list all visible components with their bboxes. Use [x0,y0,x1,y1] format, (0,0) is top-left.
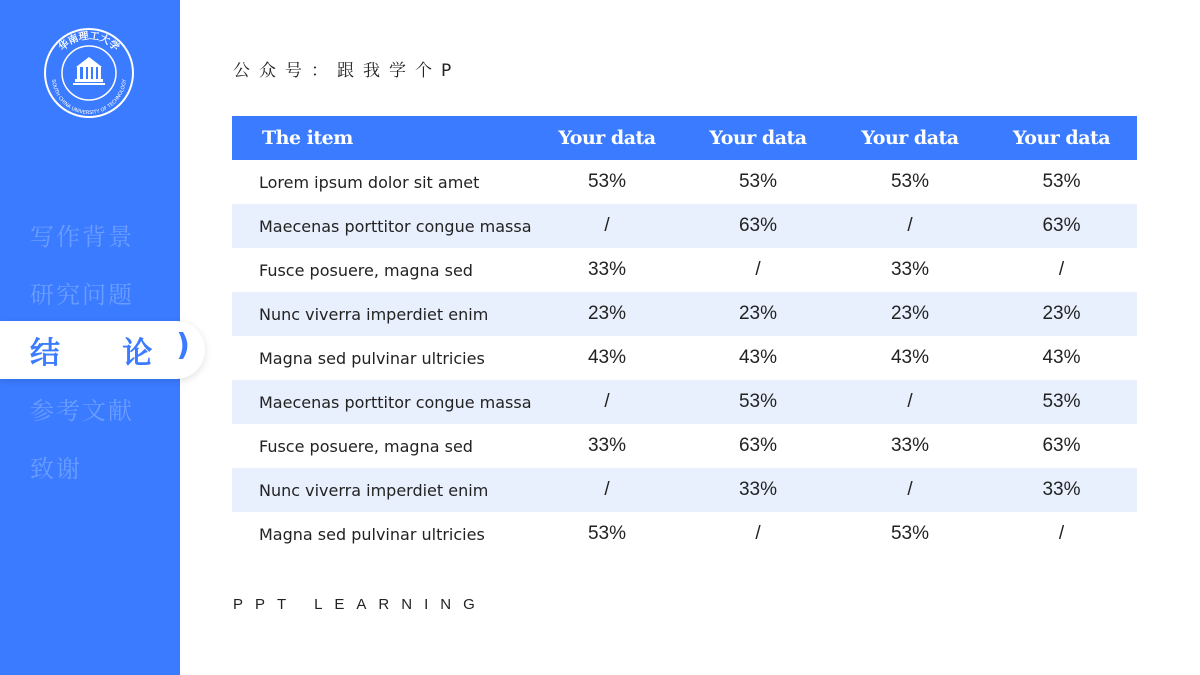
table-cell: / [907,215,913,236]
table-row [232,160,1137,204]
column-header: The item [262,127,353,149]
university-seal-icon [43,27,135,119]
table-cell: 63% [738,215,778,236]
table-cell: 63% [1042,435,1081,456]
nav-item-background[interactable]: 写作背景 [30,223,134,251]
table-cell: 53% [738,171,778,192]
column-header: Your data [1012,127,1111,149]
table-row [232,292,1137,336]
table-cell: / [1058,523,1065,544]
footer-text: PPT LEARNING [233,596,487,613]
table-cell: 23% [1042,303,1081,324]
nav-item-research-question[interactable]: 研究问题 [30,281,134,309]
column-header: Your data [709,127,807,149]
table-row [232,248,1137,292]
nav-active-char-1: 结 [30,336,60,371]
logo-text-bottom: SOUTH CHINA UNIVERSITY OF TECHNOLOGY [50,79,128,117]
column-header: Your data [558,127,656,149]
row-label: Maecenas porttitor congue massa [259,216,532,236]
nav-active-char-3: ) [176,328,190,363]
data-table [232,116,1137,556]
table-row [232,336,1137,380]
table-cell: 53% [1042,391,1081,412]
svg-text:华南理工大学 [56,30,123,54]
nav-item-references[interactable]: 参考文献 [30,397,134,425]
table-cell: 53% [587,523,627,544]
row-label: Nunc viverra imperdiet enim [259,480,489,500]
table-row [232,204,1137,248]
table-row [232,380,1137,424]
row-label: Fusce posuere, magna sed [259,436,473,456]
row-label: Lorem ipsum dolor sit amet [259,172,480,192]
table-cell: / [755,523,761,544]
table-cell: 43% [587,347,627,368]
table-cell: / [907,479,913,500]
row-label: Nunc viverra imperdiet enim [259,304,489,324]
nav-item-acknowledgements[interactable]: 致谢 [30,455,82,483]
table-cell: 33% [587,435,627,456]
table-cell: 43% [890,347,930,368]
table-cell: 33% [890,435,930,456]
header-text: 公众号：跟我学个P [233,61,461,81]
table-cell: 63% [1042,215,1081,236]
table-cell: 53% [587,171,627,192]
row-label: Fusce posuere, magna sed [259,260,473,280]
table-cell: / [604,479,610,500]
sidebar [0,0,190,675]
table-row [232,424,1137,468]
table-cell: / [604,391,610,412]
table-cell: / [907,391,913,412]
nav-item-conclusion-active[interactable] [0,321,205,379]
column-header: Your data [861,127,959,149]
table-cell: 33% [738,479,778,500]
logo-text-top: 华南理工大学 [57,30,121,54]
table-cell: 33% [890,259,930,280]
table-cell: / [755,259,761,280]
table-cell: 43% [1042,347,1081,368]
row-label: Magna sed pulvinar ultricies [259,524,485,544]
table-cell: 33% [1042,479,1081,500]
table-cell: 53% [1042,171,1081,192]
table-cell: 23% [738,303,778,324]
table-cell: 23% [890,303,930,324]
table-cell: / [604,215,610,236]
table-cell: 53% [890,171,930,192]
table-cell: 63% [738,435,778,456]
table-row [232,468,1137,512]
table-row [232,512,1137,556]
nav-active-char-2: 论 [122,336,153,371]
table-cell: 53% [738,391,778,412]
table-header-row [232,116,1137,160]
row-label: Maecenas porttitor congue massa [259,392,532,412]
table-cell: / [1058,259,1065,280]
row-label: Magna sed pulvinar ultricies [259,348,485,368]
table-cell: 53% [890,523,930,544]
table-cell: 23% [587,303,627,324]
table-cell: 43% [738,347,778,368]
table-cell: 33% [587,259,627,280]
